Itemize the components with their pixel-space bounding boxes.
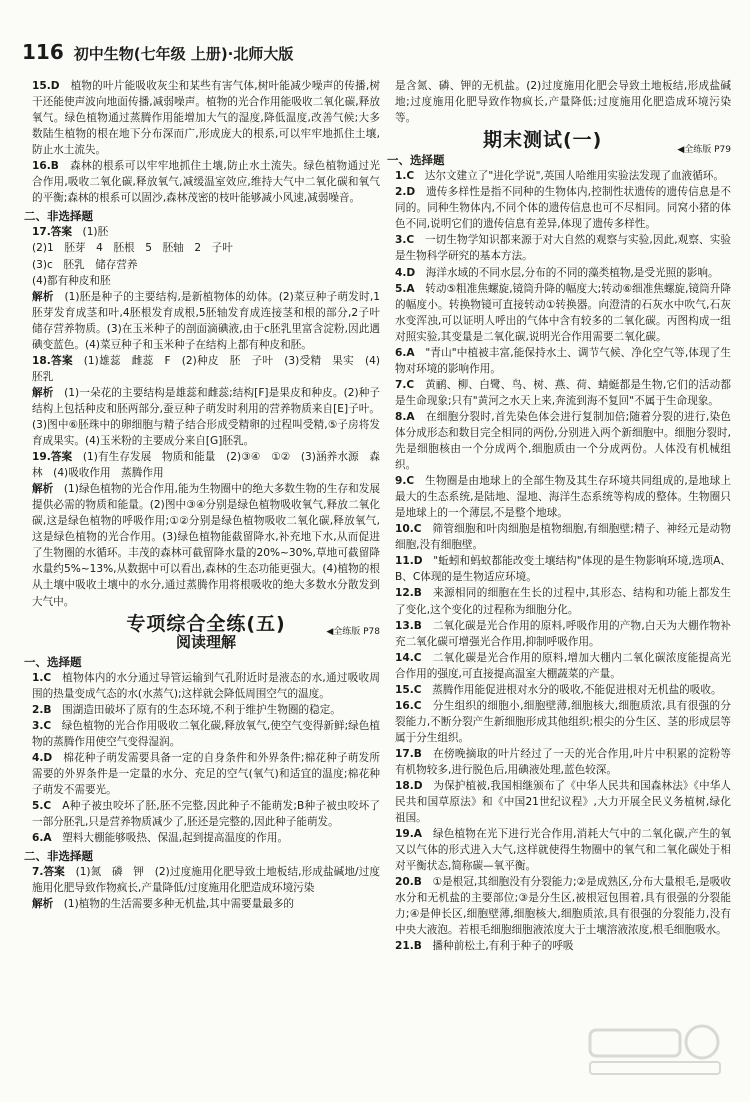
question-label: 15.C — [395, 683, 422, 696]
section-title-block — [395, 129, 731, 156]
answer-paragraph: 8.A 在细胞分裂时,首先染色体会进行复制加倍;随着分裂的进行,染色体分成形态和数目完全相同的两份,分别进入两个新细胞中。细胞分裂时,先是细胞核由一个分成两个,细胞质由一个分成两份。人体没有机械组织。 — [395, 410, 731, 472]
question-label: 16.C — [395, 699, 422, 712]
left-column — [24, 78, 380, 912]
section-title: 期末测试(一) — [483, 129, 603, 152]
question-label: 15.D — [32, 80, 60, 92]
answer-paragraph: 6.A "青山"中植被丰富,能保持水土、调节气候、净化空气等,体现了生物对环境的影响作用。 — [395, 346, 731, 375]
question-label: 1.C — [395, 170, 415, 183]
question-label: 6.A — [395, 346, 415, 359]
answer-paragraph: 17.答案 (1)胚 — [32, 226, 109, 239]
question-label: 解析 — [32, 483, 54, 496]
question-label: 4.D — [395, 266, 416, 279]
answer-paragraph: 3.C 一切生物学知识都来源于对大自然的观察与实验,因此,观察、实验是生物科学研究的基本方法。 — [395, 234, 731, 263]
question-label: 3.C — [395, 234, 415, 247]
answer-paragraph: 7.答案 (1)氮 磷 钾 (2)过度施用化肥导致土地板结,形成盐碱地/过度施用化肥导致作物疯长,产量降低/过度施用化肥造成环境污染 — [32, 866, 380, 895]
answer-paragraph: 19.A 绿色植物在光下进行光合作用,消耗大气中的二氧化碳,产生的氧又以气体的形式进入大气,这样就使得生物圈中的氧气和二氧化碳处于相对平衡状态,简称碳—氧平衡。 — [395, 828, 731, 873]
answer-paragraph: 18.D 为保护植被,我国相继颁布了《中华人民共和国森林法》《中华人民共和国草原法》和《中国21世纪议程》,大力开展全民义务植树,绿化祖国。 — [395, 780, 731, 825]
question-label: 13.B — [395, 619, 422, 632]
question-label: 7.C — [395, 378, 415, 391]
answer-paragraph: 16.C 分生组织的细胞小,细胞壁薄,细胞核大,细胞质浓,具有很强的分裂能力,不断分裂产生新细胞形成其他组织;根尖的分生区、茎的形成层等属于分生组织。 — [395, 699, 731, 744]
answer-paragraph: 解析 (1)胚是种子的主要结构,是新植物体的幼体。(2)菜豆种子萌发时,1胚芽发育成茎和叶,4胚根发育成根,5胚轴发育成连接茎和根的部分,2子叶储存营养物质。(3)在玉米种子的剖面滴碘液,由于c胚乳里富含淀粉,因此遇碘变蓝色。(4)菜豆种子和玉米种子在结构上都有种皮和胚。 — [32, 290, 380, 351]
page-number: 116 — [22, 40, 64, 64]
question-label: 4.D — [32, 751, 53, 764]
question-label: 20.B — [395, 876, 422, 889]
question-label: 2.B — [32, 703, 52, 716]
answer-paragraph: 20.B ①是根冠,其细胞没有分裂能力;②是成熟区,分布大量根毛,是吸收水分和无机盐的主要部位;③是分生区,被根冠包围着,具有很强的分裂能力;④是伸长区,细胞壁薄,细胞核大,细胞质浓,具有很强的分裂能力,没有中央大液泡。若根毛细胞细胞液浓度大于土壤溶液浓度,根毛细胞吸水。 — [395, 876, 731, 937]
answer-paragraph: 解析 (1)一朵花的主要结构是雄蕊和雌蕊;结构[F]是果皮和种皮。(2)种子结构上包括种皮和胚两部分,蚕豆种子萌发时利用的营养物质来自[E]子叶。(3)图中⑥胚珠中的卵细胞与精子结合形成受精卵的过程叫受精,⑤子房将发育成果实。(4)玉米粉的主要成分来自[G]胚乳。 — [32, 386, 380, 448]
question-label: 解析 — [32, 898, 54, 911]
answer-paragraph: 7.C 黄鹂、柳、白鹭、鸟、树、燕、荷、蜻蜓都是生物,它们的活动都是生命现象;只有"黄河之水天上来,奔流到海不复回"不属于生命现象。 — [395, 378, 731, 407]
section-subtitle: 阅读理解 — [175, 632, 236, 651]
section-heading: 一、选择题 — [387, 153, 445, 168]
answer-paragraph: 14.C 二氧化碳是光合作用的原料,增加大棚内二氧化碳浓度能提高光合作用的强度,可直接提高温室大棚蔬菜的产量。 — [395, 651, 731, 680]
question-label: 14.C — [395, 651, 422, 664]
answer-paragraph: 1.C 达尔文建立了"进化学说",英国人哈维用实验法发现了血液循环。 — [395, 170, 724, 183]
answer-paragraph: 1.C 植物体内的水分通过导管运输到气孔附近时是液态的水,通过吸收周围的热量变成气态的水(水蒸气);这样就会降低周围空气的温度。 — [32, 671, 380, 700]
answer-paragraph: 21.B 播种前松土,有利于种子的呼吸 — [395, 940, 574, 953]
section-title: 专项综合全练(五) — [126, 612, 286, 635]
answer-paragraph: 5.A 转动⑤粗准焦螺旋,镜筒升降的幅度大;转动⑥细准焦螺旋,镜筒升降的幅度小。转换物镜可直接转动①转换器。向澄清的石灰水中吹气,石灰水变浑浊,可以证明人呼出的气体中含有较多的二氧化碳。丙图构成一组对照实验,其变量是二氧化碳,说明光合作用需要二氧化碳。 — [395, 282, 731, 343]
answer-paragraph: 9.C 生物圈是由地球上的全部生物及其生存环境共同组成的,是地球上最大的生态系统,是陆地、湿地、海洋生态系统等构成的整体。生物圈只是地球上的一个薄层,不是整个地球。 — [395, 475, 731, 520]
book-title: 初中生物(七年级 上册)·北师大版 — [73, 45, 294, 63]
answer-paragraph: 18.答案 (1)雄蕊 雌蕊 F (2)种皮 胚 子叶 (3)受精 果实 (4)胚乳 — [32, 354, 380, 383]
page-reference: ◀全练版 P78 — [326, 626, 380, 637]
answer-paragraph: 15.C 蒸腾作用能促进根对水分的吸收,不能促进根对无机盐的吸收。 — [395, 683, 722, 696]
answer-paragraph: 16.B 森林的根系可以牢牢地抓住土壤,防止水土流失。绿色植物通过光合作用,吸收二氧化碳,释放氧气,减缓温室效应,维持大气中二氧化碳和氧气的平衡;森林的根系可以固沙,森林茂密的枝叶能够减小风速,减弱噪音。 — [32, 160, 380, 205]
answer-paragraph: 3.C 绿色植物的光合作用吸收二氧化碳,释放氧气,使空气变得新鲜;绿色植物的蒸腾作用使空气变得湿润。 — [32, 719, 380, 748]
question-label: 1.C — [32, 671, 52, 684]
answer-paragraph: 13.B 二氧化碳是光合作用的原料,呼吸作用的产物,白天为大棚作物补充二氧化碳可增强光合作用,抑制呼吸作用。 — [395, 619, 731, 648]
question-label: 5.A — [395, 282, 415, 295]
question-label: 11.D — [395, 555, 423, 568]
question-label: 19.A — [395, 828, 422, 841]
watermark-logo-icon — [582, 1020, 732, 1080]
answer-paragraph: 2.B 围湖造田破坏了原有的生态环境,不利于维护生物圈的稳定。 — [32, 703, 341, 716]
answer-paragraph: 4.D 棉花种子萌发需要具备一定的自身条件和外界条件;棉花种子萌发所需要的外界条件是一定量的水分、充足的空气(氧气)和适宜的温度;棉花种子萌发不需要光。 — [32, 751, 380, 797]
answer-paragraph: 5.C A种子被虫咬坏了胚,胚不完整,因此种子不能萌发;B种子被虫咬坏了一部分胚乳,只是营养物质减少了,胚还是完整的,因此种子能萌发。 — [32, 800, 380, 829]
question-label: 9.C — [395, 475, 415, 488]
answer-paragraph: 12.B 来源相同的细胞在生长的过程中,其形态、结构和功能上都发生了变化,这个变化的过程称为细胞分化。 — [395, 587, 731, 616]
answer-paragraph: 6.A 塑料大棚能够吸热、保温,起到提高温度的作用。 — [32, 832, 289, 845]
answer-paragraph: (4)都有种皮和胚 — [32, 274, 111, 287]
answer-paragraph: 解析 (1)绿色植物的光合作用,能为生物圈中的绝大多数生物的生存和发展提供必需的物质和能量。(2)图中③④分别是绿色植物吸收氧气,释放二氧化碳,这是绿色植物的呼吸作用;①②分别是绿色植物吸收二氧化碳,释放氧气,这是绿色植物的光合作用。(3)绿色植物能截留降水,补充地下水,从而促进了生物圈的水循环。丰茂的森林可截留降水量的20%~30%,草地可截留降水量约5%~13%,从数据中可以看出,森林的生态功能更强大。(4)植物的根从土壤中吸收土壤中的水分,通过蒸腾作用将根吸收的绝大多数水分散发到大气中。 — [32, 483, 380, 608]
answer-paragraph: 4.D 海洋水域的不同水层,分布的不同的藻类植物,是受光照的影响。 — [395, 266, 719, 279]
question-label: 17.B — [395, 747, 422, 760]
answer-paragraph: 17.B 在傍晚摘取的叶片经过了一天的光合作用,叶片中积累的淀粉等有机物较多,进行脱色后,用碘液处理,蓝色较深。 — [395, 747, 731, 776]
question-label: 2.D — [395, 186, 416, 199]
question-label: 8.A — [395, 410, 415, 423]
page-reference: ◀全练版 P79 — [677, 145, 731, 156]
question-label: 19.答案 — [32, 451, 73, 464]
question-label: 18.答案 — [32, 354, 73, 367]
question-label: 5.C — [32, 800, 52, 813]
answer-paragraph: (2)1 胚芽 4 胚根 5 胚轴 2 子叶 — [32, 242, 233, 255]
question-label: 3.C — [32, 719, 52, 732]
answer-paragraph: 是含氮、磷、钾的无机盐。(2)过度施用化肥会导致土地板结,形成盐碱地;过度施用化肥导致作物疯长,产量降低;过度施用化肥造成环境污染等。 — [395, 80, 731, 125]
answer-paragraph: 解析 (1)植物的生活需要多种无机盐,其中需要量最多的 — [32, 898, 295, 911]
question-label: 18.D — [395, 780, 423, 793]
answer-paragraph: (3)c 胚乳 储存营养 — [32, 258, 138, 271]
answer-paragraph: 15.D 植物的叶片能吸收灰尘和某些有害气体,树叶能减少噪声的传播,树干还能使声波向地面传播,减弱噪声。植物的光合作用能吸收二氧化碳,释放氧气。绿色植物通过蒸腾作用能增加大气的湿度,降低温度,改善气候;大多数陆生植物的根在地下分布深而广,形成庞大的根系,可以牢牢地抓住土壤,防止水土流失。 — [32, 80, 380, 157]
question-label: 21.B — [395, 940, 422, 953]
answer-paragraph: 19.答案 (1)有生存发展 物质和能量 (2)③④ ①② (3)涵养水源 森林 (4)吸收作用 蒸腾作用 — [32, 451, 380, 480]
section-title-block — [32, 612, 380, 651]
question-label: 16.B — [32, 160, 59, 173]
right-column — [387, 78, 731, 955]
section-heading: 二、非选择题 — [24, 849, 93, 864]
section-heading: 一、选择题 — [24, 654, 82, 669]
question-label: 17.答案 — [32, 226, 72, 239]
page-header — [22, 40, 728, 66]
answer-paragraph: 11.D "蚯蚓和蚂蚁都能改变土壤结构"体现的是生物影响环境,选项A、B、C体现的是生物适应环境。 — [395, 555, 731, 584]
question-label: 7.答案 — [32, 866, 65, 879]
answer-paragraph: 2.D 遗传多样性是指不同种的生物体内,控制性状遗传的遗传信息是不同的。同种生物体内,不同个体的遗传信息也可不尽相同。同窝小猪的体色不同,说明它们的遗传信息有差异,体现了遗传多样性。 — [395, 186, 731, 231]
question-label: 解析 — [32, 290, 54, 303]
section-heading: 二、非选择题 — [24, 209, 93, 224]
question-label: 12.B — [395, 587, 422, 600]
answer-paragraph: 10.C 筛管细胞和叶肉细胞是植物细胞,有细胞壁;精子、神经元是动物细胞,没有细胞壁。 — [395, 523, 731, 552]
question-label: 10.C — [395, 523, 422, 536]
question-label: 6.A — [32, 832, 52, 845]
question-label: 解析 — [32, 386, 54, 399]
